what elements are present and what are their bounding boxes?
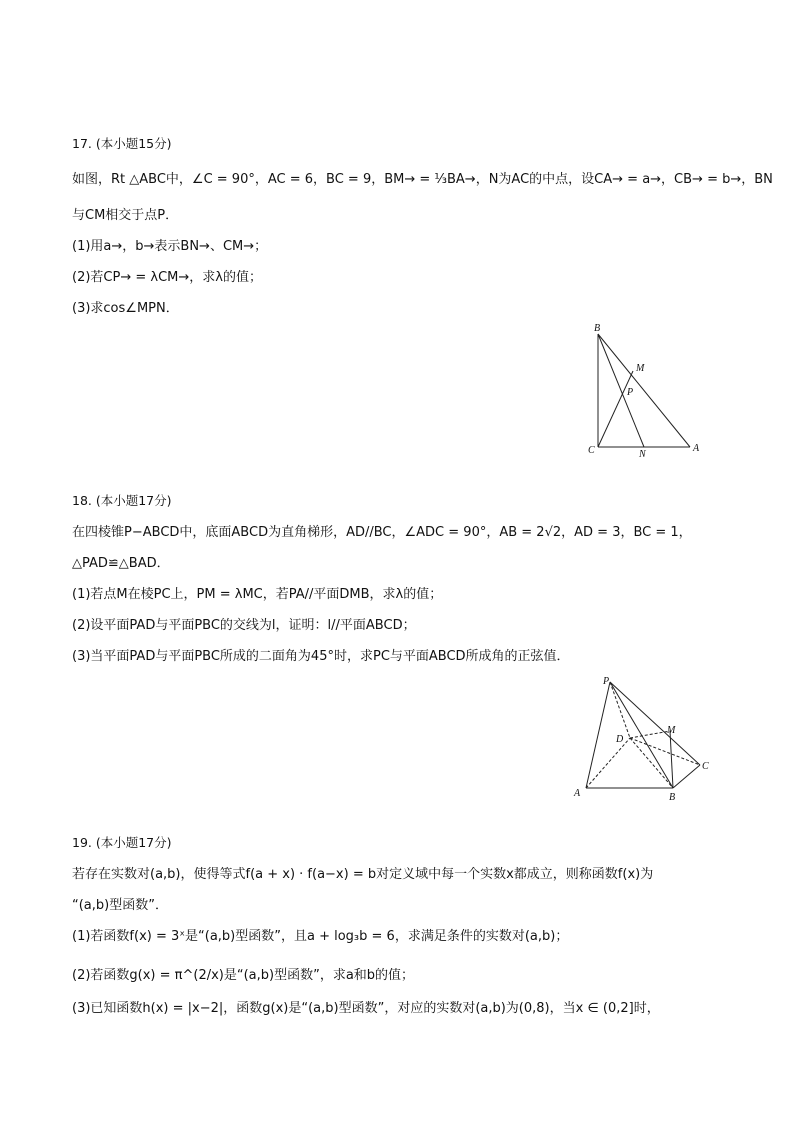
segment-cm xyxy=(598,371,633,447)
label-p: P xyxy=(603,676,610,687)
question-19-part-2: (2)若函数g(x) = π^(2/x)是“(a,b)型函数”，求a和b的值； xyxy=(72,968,415,983)
question-18-part-2: (2)设平面PAD与平面PBC的交线为l，证明：l//平面ABCD； xyxy=(72,618,416,633)
question-17-part-2: (2)若CP→ = λCM→，求λ的值； xyxy=(72,270,262,285)
question-19-stem-line-1: 若存在实数对(a,b)，使得等式f(a + x) · f(a−x) = b对定义域中每一个实数x都成立，则称函数f(x)为 xyxy=(72,867,654,882)
question-17-part-3: (3)求cos∠MPN． xyxy=(72,301,179,316)
edge-dc xyxy=(630,738,700,765)
label-n: N xyxy=(639,449,646,460)
edge-pc xyxy=(610,682,700,765)
segment-ba xyxy=(598,334,690,447)
edge-bc xyxy=(673,765,700,788)
label-c: C xyxy=(588,445,595,456)
question-18-stem-line-1: 在四棱锥P−ABCD中，底面ABCD为直角梯形，AD//BC，∠ADC = 90°，AB = 2√2，AD = 3，BC = 1， xyxy=(72,525,692,540)
question-17-triangle-figure xyxy=(580,318,720,468)
label-m: M xyxy=(636,363,645,374)
question-17-part-1: (1)用a→，b→表示BN→、CM→； xyxy=(72,239,268,254)
label-b: B xyxy=(669,792,676,803)
segment-bn xyxy=(598,334,644,447)
edge-ad xyxy=(586,738,630,788)
segment-db xyxy=(630,738,673,788)
label-c: C xyxy=(702,761,709,772)
edge-pa xyxy=(586,682,610,788)
label-a: A xyxy=(693,443,700,454)
label-d: D xyxy=(616,734,624,745)
label-p: P xyxy=(627,387,634,398)
question-17-header: 17. (本小题15分) xyxy=(72,136,172,151)
question-18-part-1: (1)若点M在棱PC上，PM = λMC，若PA//平面DMB，求λ的值； xyxy=(72,587,443,602)
label-m: M xyxy=(667,725,676,736)
question-17-stem-line-2: 与CM相交于点P． xyxy=(72,208,179,223)
question-18-part-3: (3)当平面PAD与平面PBC所成的二面角为45°时，求PC与平面ABCD所成角的正弦值． xyxy=(72,649,570,664)
question-19-header: 19. (本小题17分) xyxy=(72,835,172,850)
question-19-part-1: (1)若函数f(x) = 3ˣ是“(a,b)型函数”，且a + log₃b = 6，求满足条件的实数对(a,b)； xyxy=(72,929,569,944)
label-a: A xyxy=(574,788,581,799)
question-17-stem-line-1: 如图，Rt △ABC中，∠C = 90°，AC = 6，BC = 9，BM→ = ⅓BA→，N为AC的中点，设CA→ = a→，CB→ = b→，BN xyxy=(72,172,773,187)
question-19-stem-line-2: “(a,b)型函数”． xyxy=(72,898,168,913)
question-18-stem-line-2: △PAD≌△BAD． xyxy=(72,556,170,571)
question-19-part-3: (3)已知函数h(x) = |x−2|，函数g(x)是“(a,b)型函数”，对应的实数对(a,b)为(0,8)，当x ∈ (0,2]时， xyxy=(72,1001,660,1016)
label-b: B xyxy=(594,323,601,334)
question-18-header: 18. (本小题17分) xyxy=(72,493,172,508)
question-18-pyramid-figure xyxy=(568,670,718,810)
